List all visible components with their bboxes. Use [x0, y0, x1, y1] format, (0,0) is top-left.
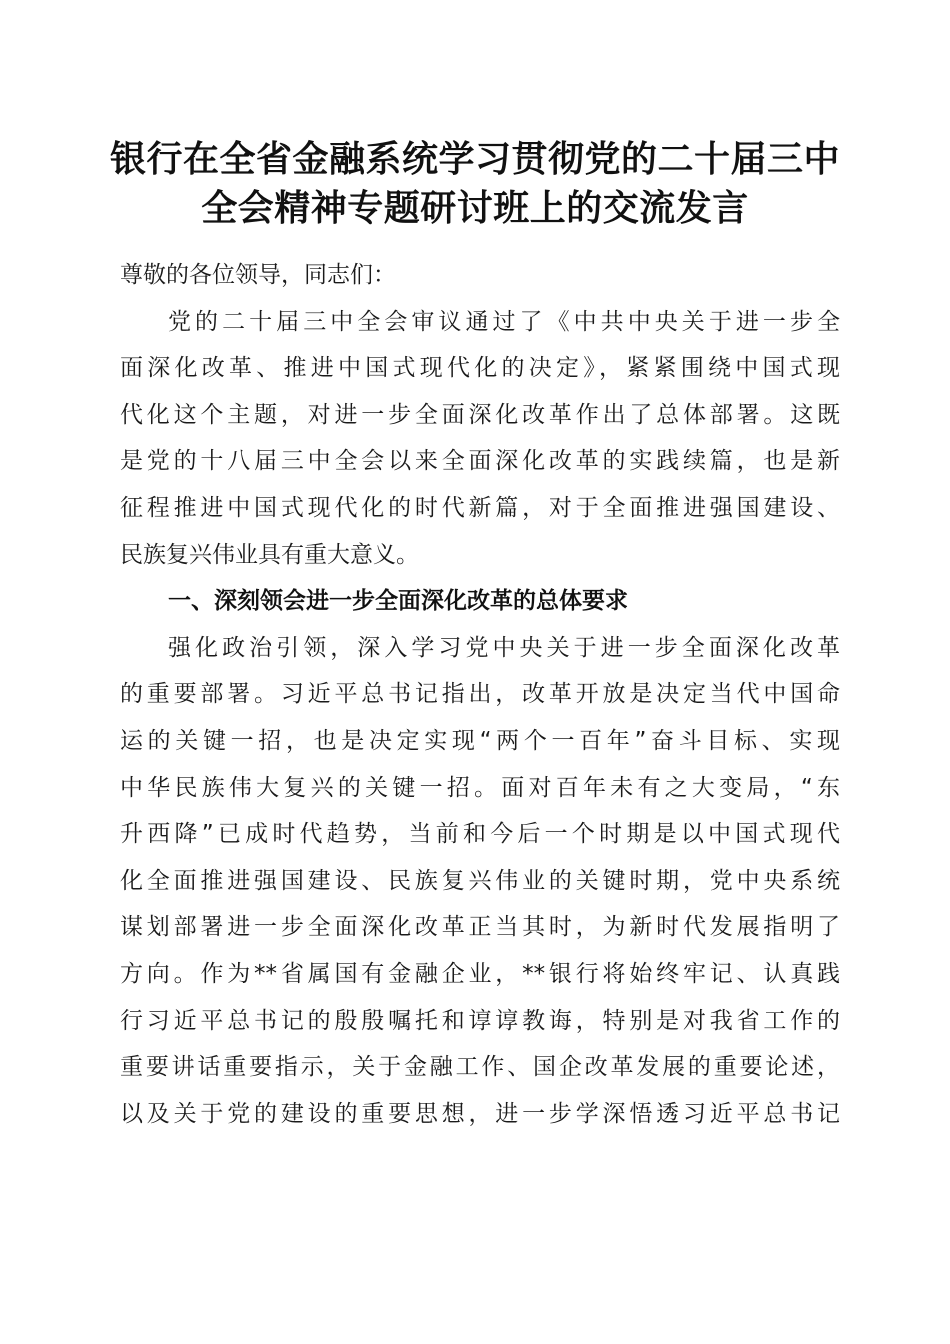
paragraph-line: 谋划部署进一步全面深化改革正当其时，为新时代发展指明了 [120, 914, 840, 941]
paragraph-line: 化全面推进强国建设、民族复兴伟业的关键时期，党中央系统 [120, 867, 840, 894]
document-body [120, 252, 840, 1137]
paragraph-line: 征程推进中国式现代化的时代新篇，对于全面推进强国建设、 [120, 494, 840, 521]
paragraph-line: 是党的十八届三中全会以来全面深化改革的实践续篇，也是新 [120, 448, 840, 475]
document-title-line-2: 全会精神专题研讨班上的交流发言 [201, 187, 749, 229]
paragraph-line: 的重要部署。习近平总书记指出，改革开放是决定当代中国命 [120, 681, 840, 708]
paragraph-line: 以及关于党的建设的重要思想，进一步学深悟透习近平总书记 [120, 1100, 840, 1127]
document-title-line-1: 银行在全省金融系统学习贯彻党的二十届三中 [109, 138, 840, 180]
paragraph-line: 运的关键一招，也是决定实现“两个一百年”奋斗目标、实现 [120, 727, 840, 754]
paragraph-2 [120, 625, 840, 1138]
paragraph-1 [120, 299, 840, 579]
greeting: 尊敬的各位领导，同志们： [120, 262, 396, 288]
paragraph-line: 中华民族伟大复兴的关键一招。面对百年未有之大变局，“东 [120, 774, 840, 801]
paragraph-line: 行习近平总书记的殷殷嘱托和谆谆教诲，特别是对我省工作的 [120, 1007, 840, 1034]
paragraph-line: 党的二十届三中全会审议通过了《中共中央关于进一步全 [168, 308, 840, 335]
paragraph-line: 方向。作为**省属国有金融企业，**银行将始终牢记、认真践 [120, 960, 840, 987]
paragraph-line: 升西降”已成时代趋势，当前和今后一个时期是以中国式现代 [120, 821, 840, 848]
paragraph-line: 面深化改革、推进中国式现代化的决定》，紧紧围绕中国式现 [120, 355, 840, 382]
paragraph-line: 重要讲话重要指示，关于金融工作、国企改革发展的重要论述， [120, 1054, 840, 1081]
paragraph-line: 强化政治引领，深入学习党中央关于进一步全面深化改革 [168, 634, 840, 661]
paragraph-line: 民族复兴伟业具有重大意义。 [120, 541, 419, 568]
paragraph-line: 代化这个主题，对进一步全面深化改革作出了总体部署。这既 [120, 401, 840, 428]
section-heading-1: 一、深刻领会进一步全面深化改革的总体要求 [168, 588, 628, 615]
